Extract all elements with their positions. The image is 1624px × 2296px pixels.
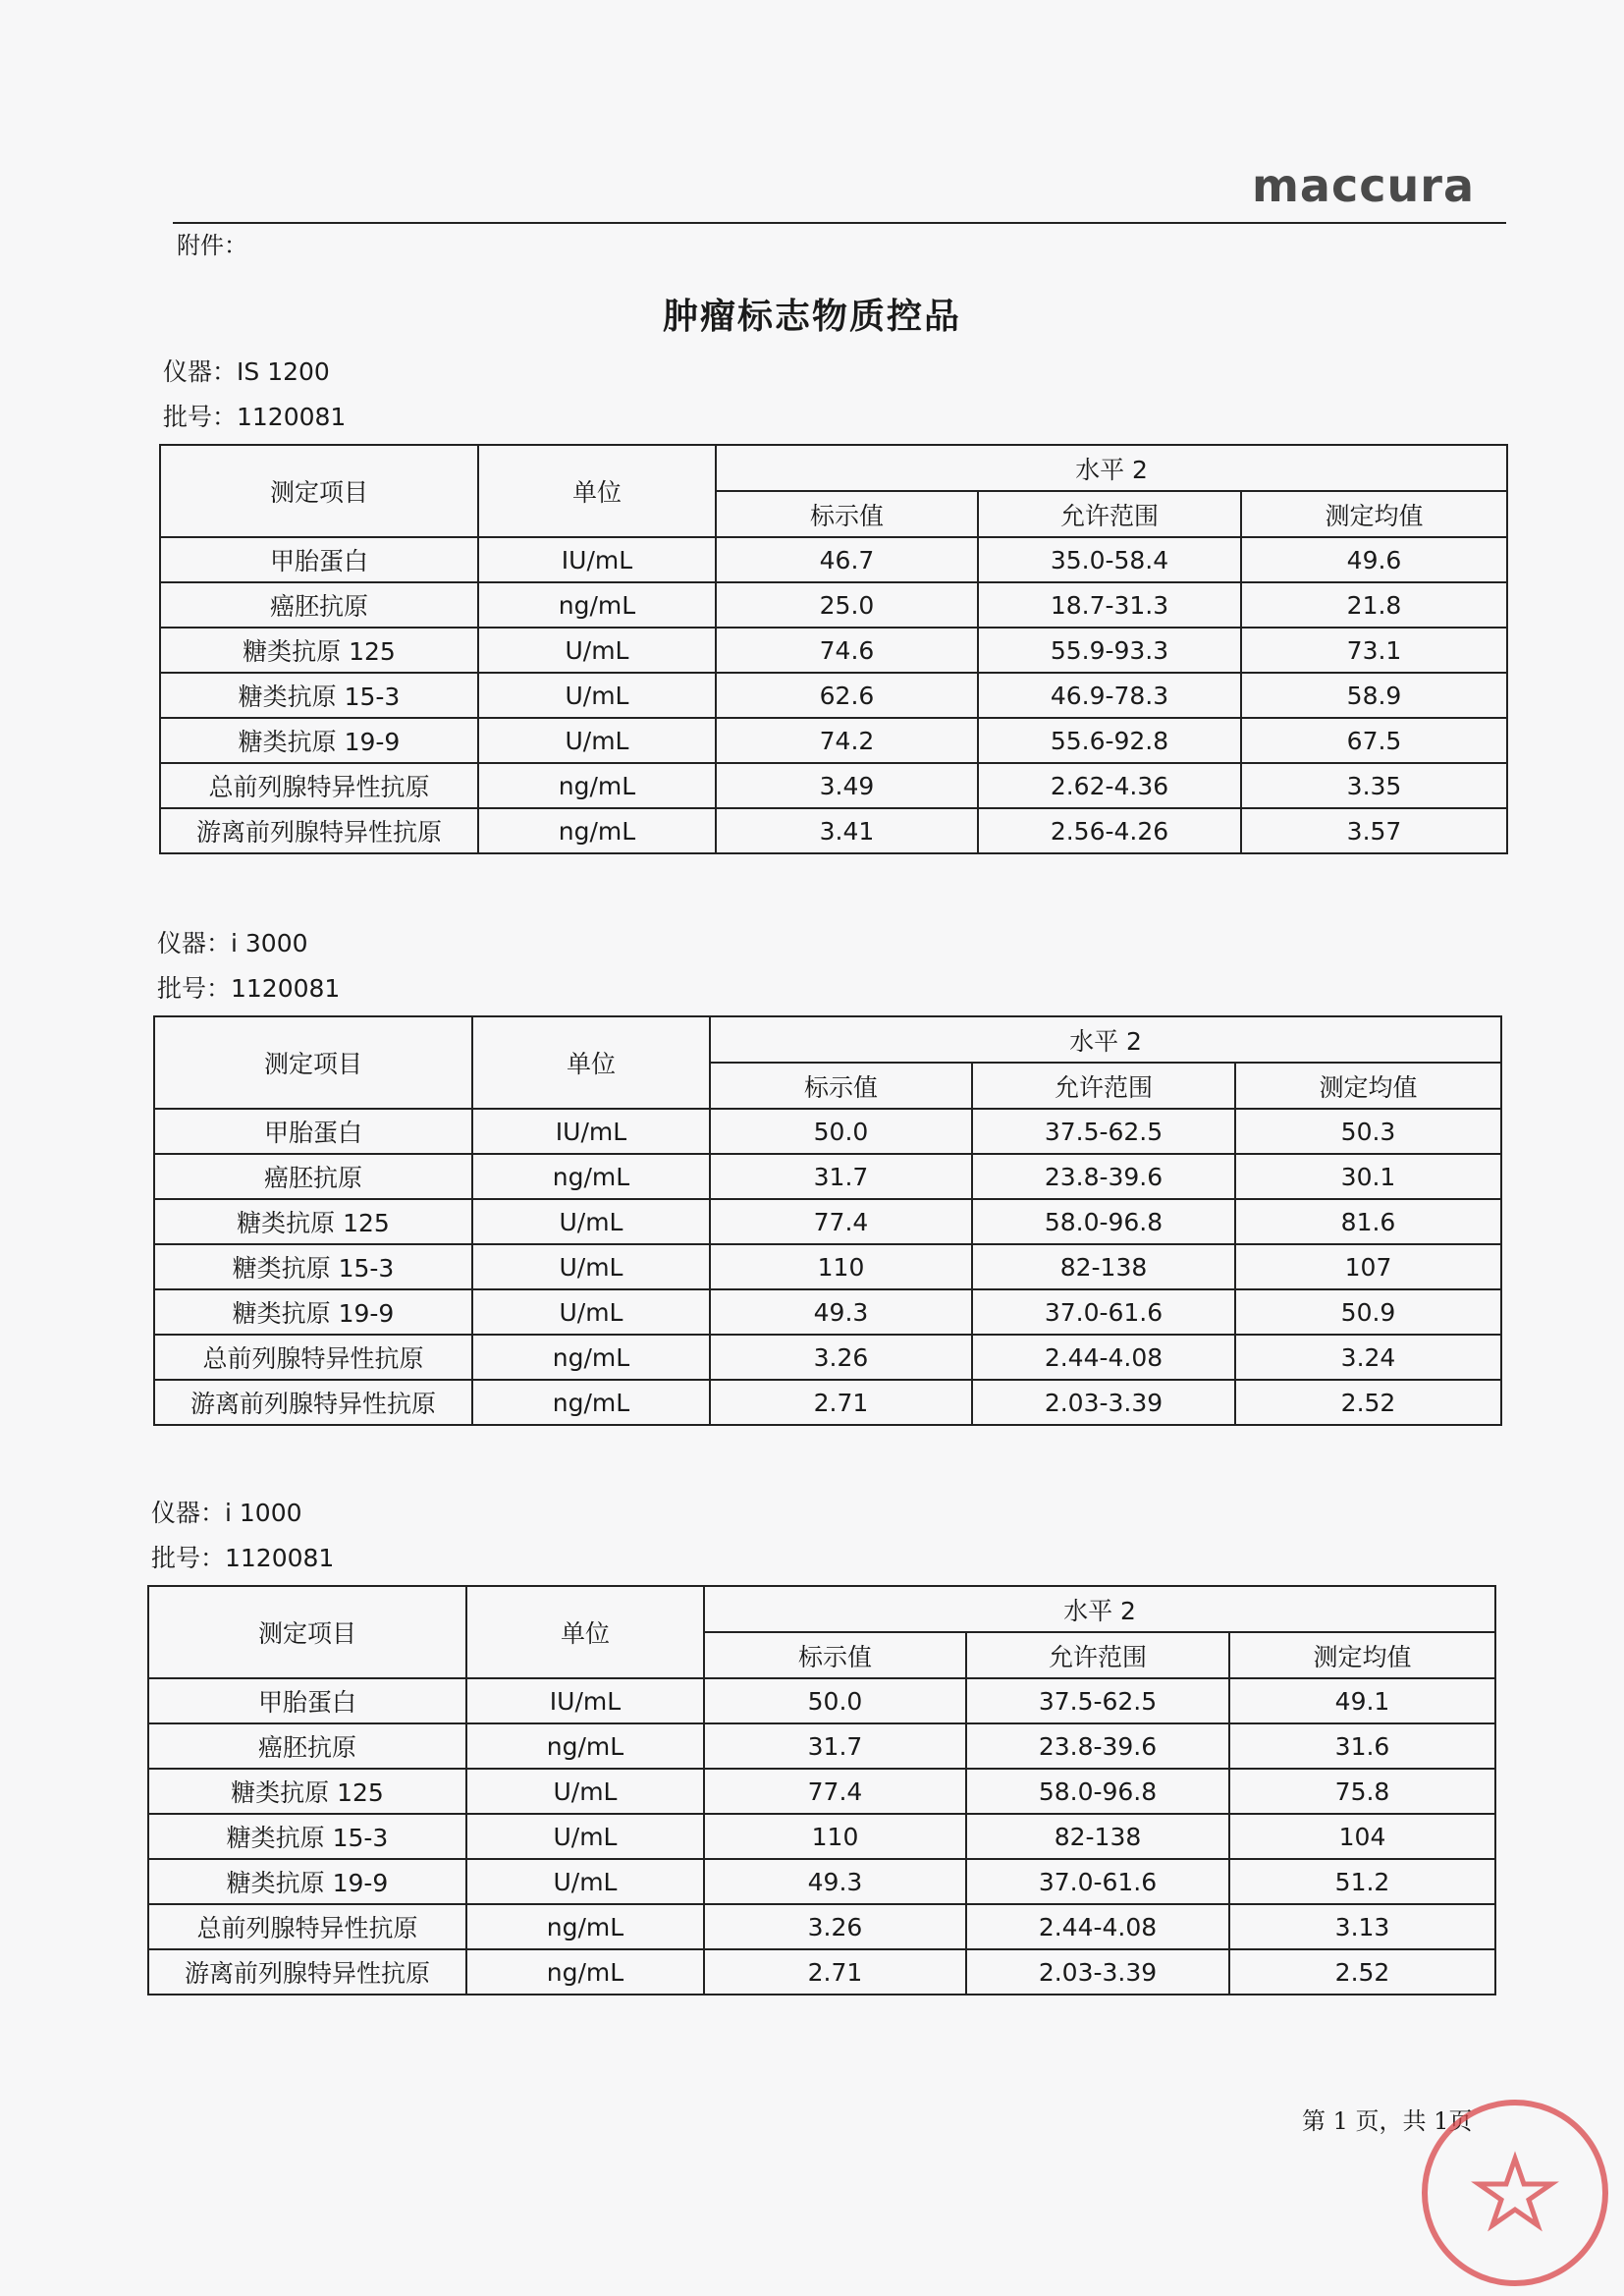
table-row bbox=[154, 1199, 1501, 1244]
cell-item: 游离前列腺特异性抗原 bbox=[154, 1380, 472, 1425]
header-measured-mean: 测定均值 bbox=[1229, 1632, 1495, 1678]
table-row bbox=[148, 1859, 1495, 1904]
cell-unit: U/mL bbox=[472, 1289, 710, 1335]
table-row bbox=[148, 1678, 1495, 1723]
cell-unit: IU/mL bbox=[478, 537, 716, 582]
cell-measured-mean: 75.8 bbox=[1229, 1769, 1495, 1814]
cell-measured-mean: 2.52 bbox=[1229, 1949, 1495, 1995]
instrument-label: 仪器：i 1000 bbox=[151, 1499, 302, 1527]
cell-unit: ng/mL bbox=[466, 1904, 704, 1949]
cell-item: 糖类抗原 15-3 bbox=[148, 1814, 466, 1859]
cell-item: 癌胚抗原 bbox=[148, 1723, 466, 1769]
cell-measured-mean: 49.6 bbox=[1241, 537, 1507, 582]
cell-measured-mean: 67.5 bbox=[1241, 718, 1507, 763]
cell-item: 游离前列腺特异性抗原 bbox=[160, 808, 478, 853]
table-row bbox=[160, 673, 1507, 718]
cell-item: 糖类抗原 19-9 bbox=[160, 718, 478, 763]
cell-item: 癌胚抗原 bbox=[160, 582, 478, 628]
batch-label: 批号：1120081 bbox=[163, 403, 347, 431]
cell-allowed-range: 23.8-39.6 bbox=[966, 1723, 1229, 1769]
cell-measured-mean: 58.9 bbox=[1241, 673, 1507, 718]
cell-item: 糖类抗原 125 bbox=[148, 1769, 466, 1814]
cell-measured-mean: 31.6 bbox=[1229, 1723, 1495, 1769]
header-level: 水平 2 bbox=[704, 1586, 1495, 1632]
cell-allowed-range: 2.03-3.39 bbox=[966, 1949, 1229, 1995]
table-row bbox=[160, 628, 1507, 673]
cell-label-value: 110 bbox=[704, 1814, 966, 1859]
qc-section-i1000 bbox=[147, 1491, 1494, 1995]
qc-table bbox=[159, 444, 1508, 854]
cell-label-value: 77.4 bbox=[710, 1199, 972, 1244]
cell-item: 甲胎蛋白 bbox=[154, 1109, 472, 1154]
table-row bbox=[154, 1244, 1501, 1289]
cell-allowed-range: 37.0-61.6 bbox=[972, 1289, 1235, 1335]
cell-measured-mean: 3.24 bbox=[1235, 1335, 1501, 1380]
cell-label-value: 46.7 bbox=[716, 537, 978, 582]
cell-measured-mean: 3.57 bbox=[1241, 808, 1507, 853]
cell-measured-mean: 107 bbox=[1235, 1244, 1501, 1289]
cell-allowed-range: 2.03-3.39 bbox=[972, 1380, 1235, 1425]
batch-label: 批号：1120081 bbox=[157, 974, 341, 1003]
cell-measured-mean: 104 bbox=[1229, 1814, 1495, 1859]
cell-measured-mean: 50.9 bbox=[1235, 1289, 1501, 1335]
cell-unit: U/mL bbox=[466, 1814, 704, 1859]
table-header-row bbox=[148, 1586, 1495, 1632]
cell-allowed-range: 2.44-4.08 bbox=[966, 1904, 1229, 1949]
cell-allowed-range: 58.0-96.8 bbox=[966, 1769, 1229, 1814]
cell-allowed-range: 23.8-39.6 bbox=[972, 1154, 1235, 1199]
cell-label-value: 31.7 bbox=[704, 1723, 966, 1769]
cell-measured-mean: 49.1 bbox=[1229, 1678, 1495, 1723]
cell-label-value: 77.4 bbox=[704, 1769, 966, 1814]
cell-unit: IU/mL bbox=[472, 1109, 710, 1154]
header-item: 测定项目 bbox=[154, 1016, 472, 1109]
table-row bbox=[154, 1335, 1501, 1380]
cell-label-value: 49.3 bbox=[704, 1859, 966, 1904]
cell-unit: U/mL bbox=[478, 673, 716, 718]
cell-allowed-range: 35.0-58.4 bbox=[978, 537, 1241, 582]
cell-allowed-range: 2.62-4.36 bbox=[978, 763, 1241, 808]
cell-item: 总前列腺特异性抗原 bbox=[160, 763, 478, 808]
table-header-row bbox=[160, 445, 1507, 491]
cell-unit: ng/mL bbox=[472, 1154, 710, 1199]
cell-label-value: 31.7 bbox=[710, 1154, 972, 1199]
table-row bbox=[160, 808, 1507, 853]
qc-table bbox=[153, 1015, 1502, 1426]
seal-ring bbox=[1425, 2103, 1605, 2283]
header-allowed-range: 允许范围 bbox=[978, 491, 1241, 537]
cell-label-value: 3.49 bbox=[716, 763, 978, 808]
cell-unit: ng/mL bbox=[466, 1723, 704, 1769]
header-label-value: 标示值 bbox=[710, 1063, 972, 1109]
table-row bbox=[154, 1109, 1501, 1154]
cell-unit: ng/mL bbox=[472, 1335, 710, 1380]
document-title: 肿瘤标志物质控品 bbox=[662, 297, 961, 337]
cell-unit: U/mL bbox=[472, 1244, 710, 1289]
cell-item: 总前列腺特异性抗原 bbox=[148, 1904, 466, 1949]
cell-allowed-range: 46.9-78.3 bbox=[978, 673, 1241, 718]
header-allowed-range: 允许范围 bbox=[966, 1632, 1229, 1678]
table-row bbox=[148, 1904, 1495, 1949]
cell-label-value: 110 bbox=[710, 1244, 972, 1289]
header-level: 水平 2 bbox=[710, 1016, 1501, 1063]
header-measured-mean: 测定均值 bbox=[1235, 1063, 1501, 1109]
table-row bbox=[154, 1289, 1501, 1335]
cell-allowed-range: 37.5-62.5 bbox=[966, 1678, 1229, 1723]
cell-item: 糖类抗原 15-3 bbox=[160, 673, 478, 718]
cell-measured-mean: 21.8 bbox=[1241, 582, 1507, 628]
table-row bbox=[154, 1154, 1501, 1199]
cell-unit: U/mL bbox=[472, 1199, 710, 1244]
cell-item: 糖类抗原 19-9 bbox=[154, 1289, 472, 1335]
cell-measured-mean: 51.2 bbox=[1229, 1859, 1495, 1904]
cell-item: 糖类抗原 19-9 bbox=[148, 1859, 466, 1904]
cell-label-value: 2.71 bbox=[710, 1380, 972, 1425]
header-item: 测定项目 bbox=[148, 1586, 466, 1678]
cell-item: 癌胚抗原 bbox=[154, 1154, 472, 1199]
qc-section-is1200 bbox=[159, 350, 1506, 854]
cell-item: 游离前列腺特异性抗原 bbox=[148, 1949, 466, 1995]
cell-label-value: 3.26 bbox=[704, 1904, 966, 1949]
header-unit: 单位 bbox=[472, 1016, 710, 1109]
cell-unit: U/mL bbox=[478, 628, 716, 673]
company-seal-icon bbox=[1412, 2090, 1618, 2296]
batch-label: 批号：1120081 bbox=[151, 1544, 335, 1572]
cell-item: 糖类抗原 125 bbox=[154, 1199, 472, 1244]
header-measured-mean: 测定均值 bbox=[1241, 491, 1507, 537]
cell-unit: ng/mL bbox=[478, 808, 716, 853]
cell-unit: ng/mL bbox=[472, 1380, 710, 1425]
cell-label-value: 3.41 bbox=[716, 808, 978, 853]
cell-item: 糖类抗原 125 bbox=[160, 628, 478, 673]
cell-label-value: 74.6 bbox=[716, 628, 978, 673]
cell-allowed-range: 18.7-31.3 bbox=[978, 582, 1241, 628]
cell-unit: U/mL bbox=[478, 718, 716, 763]
cell-allowed-range: 82-138 bbox=[972, 1244, 1235, 1289]
cell-measured-mean: 2.52 bbox=[1235, 1380, 1501, 1425]
cell-label-value: 49.3 bbox=[710, 1289, 972, 1335]
cell-allowed-range: 55.6-92.8 bbox=[978, 718, 1241, 763]
cell-measured-mean: 50.3 bbox=[1235, 1109, 1501, 1154]
cell-label-value: 3.26 bbox=[710, 1335, 972, 1380]
page-number: 第 1 页，共 1页 bbox=[1302, 2107, 1473, 2135]
table-row bbox=[160, 537, 1507, 582]
table-row bbox=[160, 718, 1507, 763]
cell-allowed-range: 2.44-4.08 bbox=[972, 1335, 1235, 1380]
cell-allowed-range: 82-138 bbox=[966, 1814, 1229, 1859]
header-item: 测定项目 bbox=[160, 445, 478, 537]
cell-label-value: 50.0 bbox=[704, 1678, 966, 1723]
cell-allowed-range: 2.56-4.26 bbox=[978, 808, 1241, 853]
qc-table bbox=[147, 1585, 1496, 1995]
table-row bbox=[148, 1723, 1495, 1769]
cell-item: 甲胎蛋白 bbox=[148, 1678, 466, 1723]
cell-unit: U/mL bbox=[466, 1769, 704, 1814]
cell-allowed-range: 58.0-96.8 bbox=[972, 1199, 1235, 1244]
cell-label-value: 74.2 bbox=[716, 718, 978, 763]
cell-label-value: 50.0 bbox=[710, 1109, 972, 1154]
table-row bbox=[154, 1380, 1501, 1425]
header-label-value: 标示值 bbox=[716, 491, 978, 537]
seal-star bbox=[1479, 2159, 1551, 2225]
cell-measured-mean: 3.35 bbox=[1241, 763, 1507, 808]
cell-label-value: 25.0 bbox=[716, 582, 978, 628]
cell-allowed-range: 37.5-62.5 bbox=[972, 1109, 1235, 1154]
cell-item: 糖类抗原 15-3 bbox=[154, 1244, 472, 1289]
table-header-row bbox=[154, 1016, 1501, 1063]
cell-measured-mean: 81.6 bbox=[1235, 1199, 1501, 1244]
header-allowed-range: 允许范围 bbox=[972, 1063, 1235, 1109]
instrument-label: 仪器：i 3000 bbox=[157, 929, 308, 957]
header-rule bbox=[173, 222, 1506, 224]
attachment-label: 附件： bbox=[177, 232, 247, 259]
company-logo: maccura bbox=[1252, 159, 1475, 212]
cell-unit: U/mL bbox=[466, 1859, 704, 1904]
cell-label-value: 62.6 bbox=[716, 673, 978, 718]
instrument-label: 仪器：IS 1200 bbox=[163, 357, 330, 386]
cell-unit: ng/mL bbox=[478, 763, 716, 808]
header-unit: 单位 bbox=[478, 445, 716, 537]
cell-allowed-range: 55.9-93.3 bbox=[978, 628, 1241, 673]
qc-section-i3000 bbox=[153, 921, 1500, 1426]
header-label-value: 标示值 bbox=[704, 1632, 966, 1678]
cell-allowed-range: 37.0-61.6 bbox=[966, 1859, 1229, 1904]
table-row bbox=[148, 1814, 1495, 1859]
table-row bbox=[160, 582, 1507, 628]
header-unit: 单位 bbox=[466, 1586, 704, 1678]
cell-item: 总前列腺特异性抗原 bbox=[154, 1335, 472, 1380]
cell-unit: ng/mL bbox=[478, 582, 716, 628]
table-row bbox=[148, 1769, 1495, 1814]
cell-item: 甲胎蛋白 bbox=[160, 537, 478, 582]
cell-measured-mean: 73.1 bbox=[1241, 628, 1507, 673]
cell-measured-mean: 3.13 bbox=[1229, 1904, 1495, 1949]
cell-unit: ng/mL bbox=[466, 1949, 704, 1995]
table-row bbox=[160, 763, 1507, 808]
cell-unit: IU/mL bbox=[466, 1678, 704, 1723]
cell-label-value: 2.71 bbox=[704, 1949, 966, 1995]
header-level: 水平 2 bbox=[716, 445, 1507, 491]
cell-measured-mean: 30.1 bbox=[1235, 1154, 1501, 1199]
table-row bbox=[148, 1949, 1495, 1995]
